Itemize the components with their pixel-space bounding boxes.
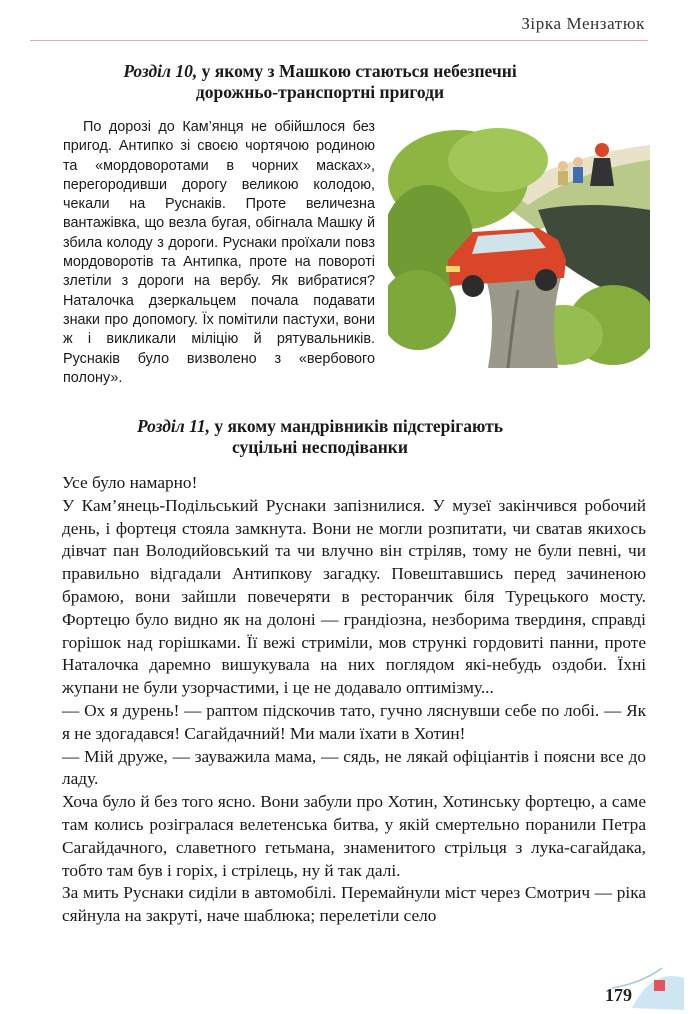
paragraph: — Ох я дурень! — раптом підскочив тато, гучно ляснувши себе по лобі. — Як я не здогадався! Сагайдачний! Ми мали їхати в Хотин! — [62, 700, 646, 743]
paragraph: — Мій друже, — зауважила мама, — сядь, не лякай офіціантів і поясни все до ладу. — [62, 746, 646, 789]
chapter-10-title — [60, 61, 580, 103]
chapter-11-body — [62, 472, 646, 928]
chapter-11-title — [60, 416, 580, 458]
chapter-11-number: Розділ 11, — [137, 416, 210, 436]
chapter-10-summary: По дорозі до Кам’янця не обійшлося без пригод. Антипко зі своєю чортячою родиною та «мордоворотами в чорних масках», перегородивши дорогу великою колодою, чекали на Руснаків. Проте величезна вантажівка, що везла бугая, обігнала Машку й збила колоду з дороги. Руснаки проїхали повз мордоворотів та Антипка, проте на повороті злетіли з дороги на вербу. Як вибратися? Наталочка дзеркальцем почала подавати знаки про допомогу. Їх помітили пастухи, вони ж і викликали міліцію й рятувальників. Руснаків було визволено з «вербового полону». — [63, 119, 375, 386]
chapter-10-title-line1: у якому з Машкою стаються небезпечні — [197, 61, 517, 81]
illustration-car-in-willow — [388, 120, 650, 368]
chapter-10-number: Розділ 10, — [123, 61, 198, 81]
paragraph: У Кам’янець-Подільський Руснаки запізнилися. У музеї закінчився робочий день, і фортеця стояла замкнута. Вони не могли розпитати, чи сватав якихось дівчат пан Володийовський та чи влучно він стріляв, тому не були певні, чи правильно відгадали Антипкову загадку. Повештавшись перед зачиненою брамою, вони зайшли повечеряти в ресторанчик біля Турецького мосту. Фортецю було видно як на долоні — грандіозна, незборима твердиня, справді горішок над горішками. Її вежі стриміли, мов стрункі гордовиті панни, проте Наталочка даремно вишукувала на них поглядом які-небудь оздоби. Їхні жупани не були узорчастими, і це не додавало оптимізму... — [62, 495, 646, 698]
paragraph: Усе було намарно! — [62, 473, 198, 492]
running-header-author: Зірка Мензатюк — [521, 14, 645, 33]
paragraph: Хоча було й без того ясно. Вони забули про Хотин, Хотинську фортецю, а саме там колись розігралася велетенська битва, у якій смертельно поранили Петра Сагайдачного, славетного гетьмана, знаменитого стрільця з лука-сагайдака, тобто там був і горіх, і стрілець, ну й так далі. — [62, 792, 646, 880]
chapter-11-title-line1: у якому мандрівників підстерігають — [210, 416, 503, 436]
chapter-11-title-line2: суцільні несподіванки — [232, 437, 408, 457]
page-number: 179 — [605, 985, 632, 1005]
paragraph: За мить Руснаки сиділи в автомобілі. Перемайнули міст через Смотрич — ріка сяйнула на закруті, наче шаблюка; перелетіли село — [62, 883, 646, 926]
chapter-10-title-line2: дорожньо-транспортні пригоди — [195, 82, 445, 102]
header-rule — [30, 40, 648, 41]
